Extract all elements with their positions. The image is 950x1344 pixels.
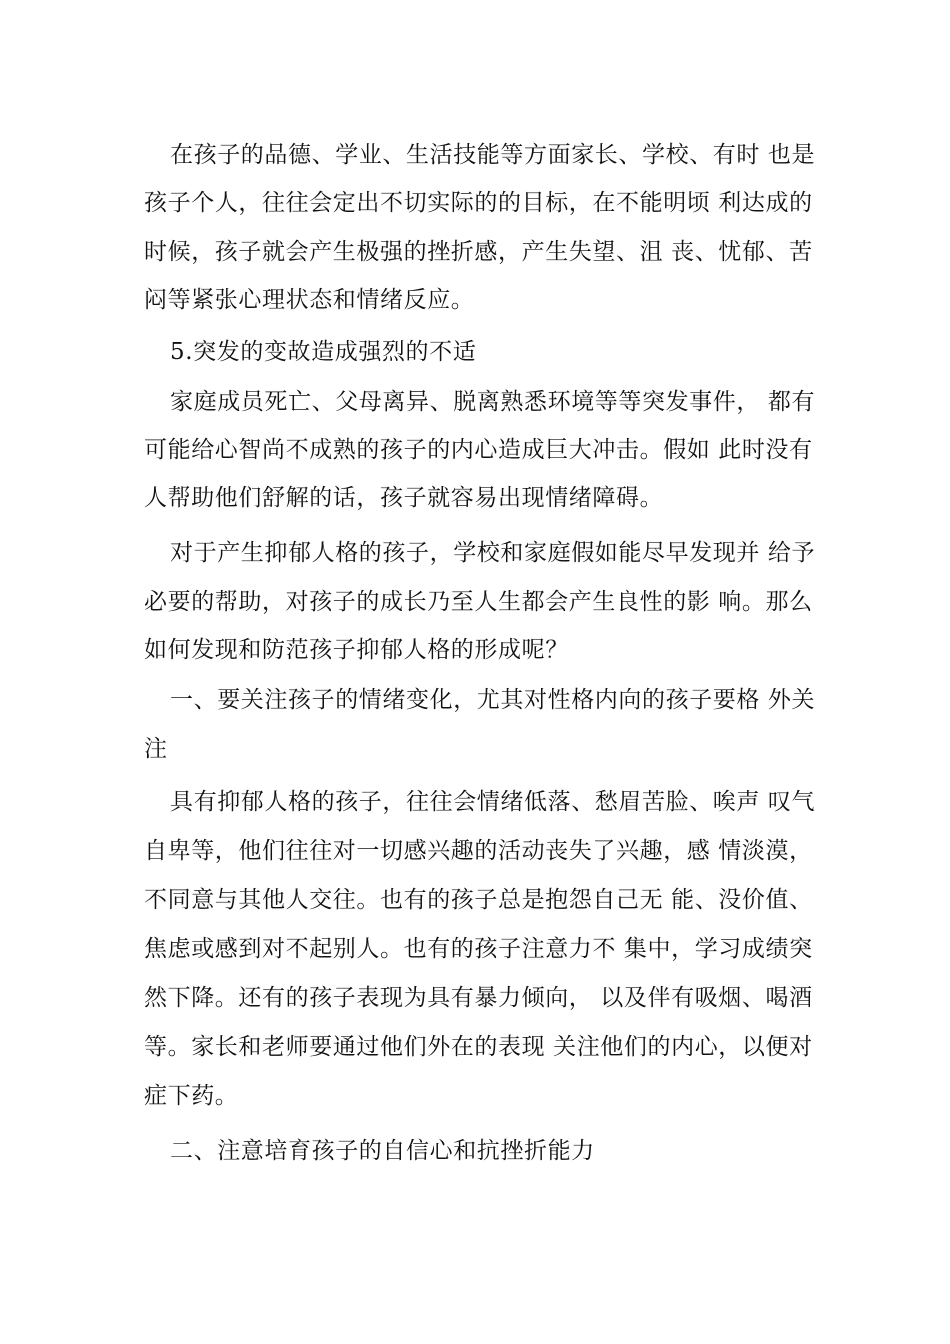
text-line: 不同意与其他人交往。也有的孩子总是抱怨自己无 能、没价值、 [144,887,813,913]
text-line: 具有抑郁人格的孩子，往往会情绪低落、愁眉苦脸、唉声 叹气 [170,789,816,815]
text-line: 可能给心智尚不成熟的孩子的内心造成巨大冲击。假如 此时没有 [144,437,813,463]
text-line: 孩子个人，往往会定出不切实际的的目标，在不能明顷 利达成的 [144,190,813,216]
text-line: 焦虑或感到对不起别人。也有的孩子注意力不 集中，学习成绩突 [144,936,813,962]
text-line: 对于产生抑郁人格的孩子，学校和家庭假如能尽早发现并 给予 [170,540,816,566]
text-line: 如何发现和防范孩子抑郁人格的形成呢？ [144,637,569,663]
text-line: 等。家长和老师要通过他们外在的表现 关注他们的内心，以便对 [144,1034,813,1060]
section-heading: 5.突发的变故造成强烈的不适 [170,339,477,365]
text-line: 自卑等，他们往往对一切感兴趣的活动丧失了兴趣，感 情淡漠， [144,838,813,864]
text-line: 必要的帮助，对孩子的成长乃至人生都会产生良性的影 响。那么 [144,589,813,615]
text-line: 家庭成员死亡、父母离异、脱离熟悉环境等等突发事件， 都有 [170,389,816,415]
text-line: 人帮助他们舒解的话，孩子就容易出现情绪障碍。 [144,485,664,511]
text-line: 在孩子的品德、学业、生活技能等方面家长、学校、有时 也是 [170,142,816,168]
text-line: 然下降。还有的孩子表现为具有暴力倾向， 以及伴有吸烟、喝酒 [144,985,813,1011]
text-line: 闷等紧张心理状态和情绪反应。 [144,287,475,313]
text-line: 症下药。 [144,1083,239,1109]
section-heading-continued: 注 [144,736,168,762]
section-heading: 一、要关注孩子的情绪变化，尤其对性格内向的孩子要格 外关 [170,687,816,713]
section-heading: 二、注意培育孩子的自信心和抗挫折能力 [170,1138,595,1164]
text-line: 时候，孩子就会产生极强的挫折感，产生失望、沮 丧、忧郁、苦 [144,239,813,265]
